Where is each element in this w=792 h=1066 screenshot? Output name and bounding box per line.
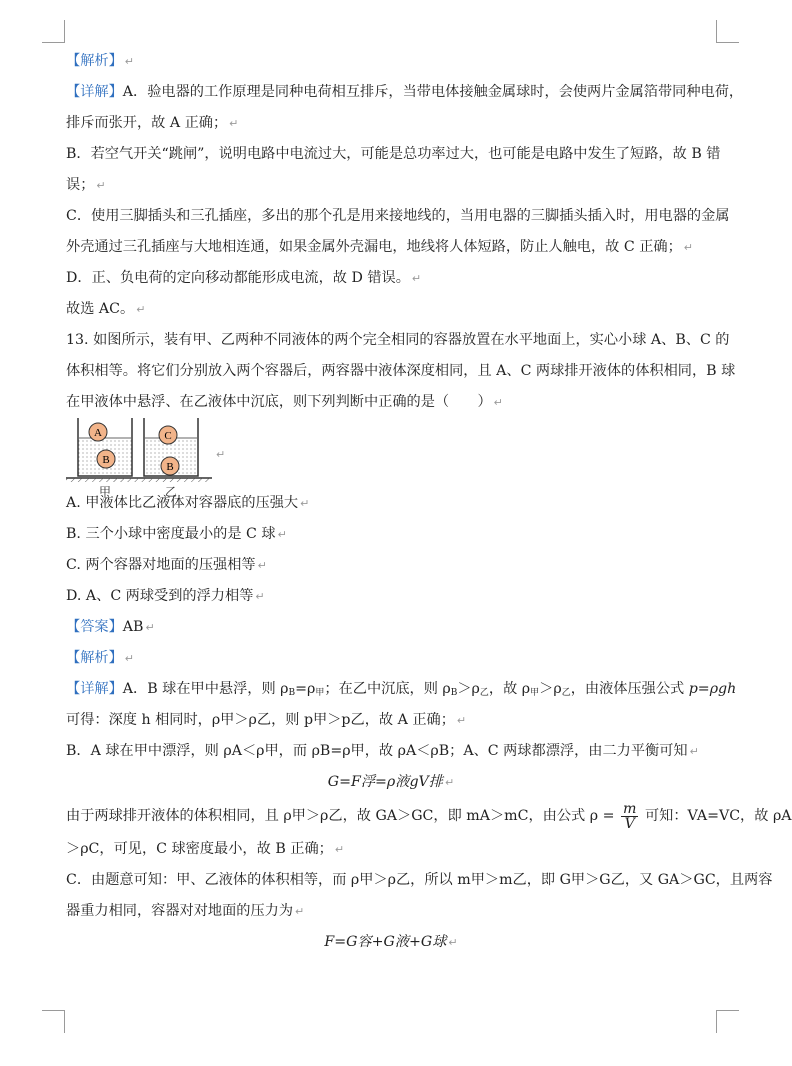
svg-text:A: A	[94, 427, 102, 439]
q13-figure	[66, 418, 716, 499]
q13-equation-1: G=F浮=ρ液gV排 ↵	[327, 774, 455, 790]
crop-mark-top-left	[42, 20, 65, 43]
q12-detail-c1: C．使用三脚插头和三孔插座，多出的那个孔是用来接地线的，当用电器的三脚插头插入时，用电器的金属	[66, 208, 730, 224]
q13-stem-3: 在甲液体中悬浮、在乙液体中沉底，则下列判断中正确的是（ ） ↵	[66, 394, 503, 410]
containers-diagram	[66, 416, 236, 500]
svg-text:C: C	[164, 430, 172, 442]
q12-detail-a2: 排斥而张开，故 A 正确； ↵	[66, 115, 239, 131]
crop-mark-top-right	[716, 20, 739, 43]
q13-detail-4: 由于两球排开液体的体积相同，且 ρ甲＞ρ乙，故 GA＞GC，即 mA＞mC，由公式 ρ = $\frac{m}{V}$ 可知：VA=VC，故 ρA	[66, 800, 792, 832]
svg-text:↵: ↵	[216, 448, 226, 461]
document-page	[66, 46, 792, 958]
q13-analysis-heading: 【解析】 ↵	[66, 650, 134, 666]
q13-detail-2: 可得：深度 h 相同时，ρ甲＞ρ乙，则 p甲＞p乙，故 A 正确； ↵	[66, 712, 467, 728]
q12-analysis-heading: 【解析】 ↵	[66, 53, 134, 69]
density-fraction: $\frac{m}{V}$	[623, 800, 637, 832]
q13-stem-2: 体积相等。将它们分别放入两个容器后，两容器中液体深度相同，且 A、C 两球排开液体的体积相同，B 球	[66, 363, 736, 379]
label-yi: 乙	[164, 485, 178, 499]
q12-choose: 故选 AC。 ↵	[66, 301, 146, 317]
q13-stem-1: 13. 如图所示，装有甲、乙两种不同液体的两个完全相同的容器放置在水平地面上，实心小球 A、B、C 的	[66, 332, 730, 348]
svg-text:B: B	[102, 454, 110, 466]
q13-equation-2: F=G容+G液+G球 ↵	[324, 934, 458, 950]
q13-detail-1: 【详解】A．B 球在甲中悬浮，则 $\rho_B=\rho_甲$；在乙中沉底，则 $\rho_B>\rho_乙$，故 $\rho_甲>\rho_乙$，由液体压强公式 p=ρgh	[66, 681, 737, 698]
q13-detail-3: B．A 球在甲中漂浮，则 ρA＜ρ甲，而 ρB=ρ甲，故 ρA＜ρB；A、C 两球都漂浮，由二力平衡可知 ↵	[66, 743, 699, 759]
q13-option-d: D. A、C 两球受到的浮力相等 ↵	[66, 588, 265, 604]
q13-option-b: B. 三个小球中密度最小的是 C 球 ↵	[66, 526, 287, 542]
crop-mark-bottom-left	[42, 1010, 65, 1033]
ground-hatch	[66, 478, 212, 482]
label-jia: 甲	[98, 485, 112, 499]
ball-b-jia	[97, 450, 115, 468]
q13-option-c: C. 两个容器对地面的压强相等 ↵	[66, 557, 267, 573]
q12-detail-c2: 外壳通过三孔插座与大地相连通，如果金属外壳漏电，地线将人体短路，防止人触电，故 C 正确； ↵	[66, 239, 693, 255]
q13-detail-5: ＞ρC，可见，C 球密度最小，故 B 正确； ↵	[66, 841, 345, 857]
q12-detail-a1: 【详解】A．验电器的工作原理是同种电荷相互排斥，当带电体接触金属球时，会使两片金属箔带同种电荷，	[66, 84, 744, 100]
q13-option-a: A. 甲液体比乙液体对容器底的压强大 ↵	[66, 495, 310, 511]
ball-c	[159, 426, 177, 444]
ball-a	[89, 423, 107, 441]
crop-mark-bottom-right	[716, 1010, 739, 1033]
q12-detail-b2: 误； ↵	[66, 177, 106, 193]
ball-b-yi	[161, 457, 179, 475]
svg-text:B: B	[166, 461, 174, 473]
q13-detail-7: 器重力相同，容器对对地面的压力为 ↵	[66, 903, 305, 919]
q13-detail-6: C．由题意可知：甲、乙液体的体积相等，而 ρ甲＞ρ乙，所以 m甲＞m乙，即 G甲＞G乙，又 GA＞GC，且两容	[66, 872, 773, 888]
q13-answer: 【答案】AB ↵	[66, 619, 155, 635]
q12-detail-b1: B．若空气开关“跳闸”，说明电路中电流过大，可能是总功率过大，也可能是电路中发生了短路，故 B 错	[66, 146, 721, 162]
q12-detail-d: D．正、负电荷的定向移动都能形成电流，故 D 错误。 ↵	[66, 270, 422, 286]
